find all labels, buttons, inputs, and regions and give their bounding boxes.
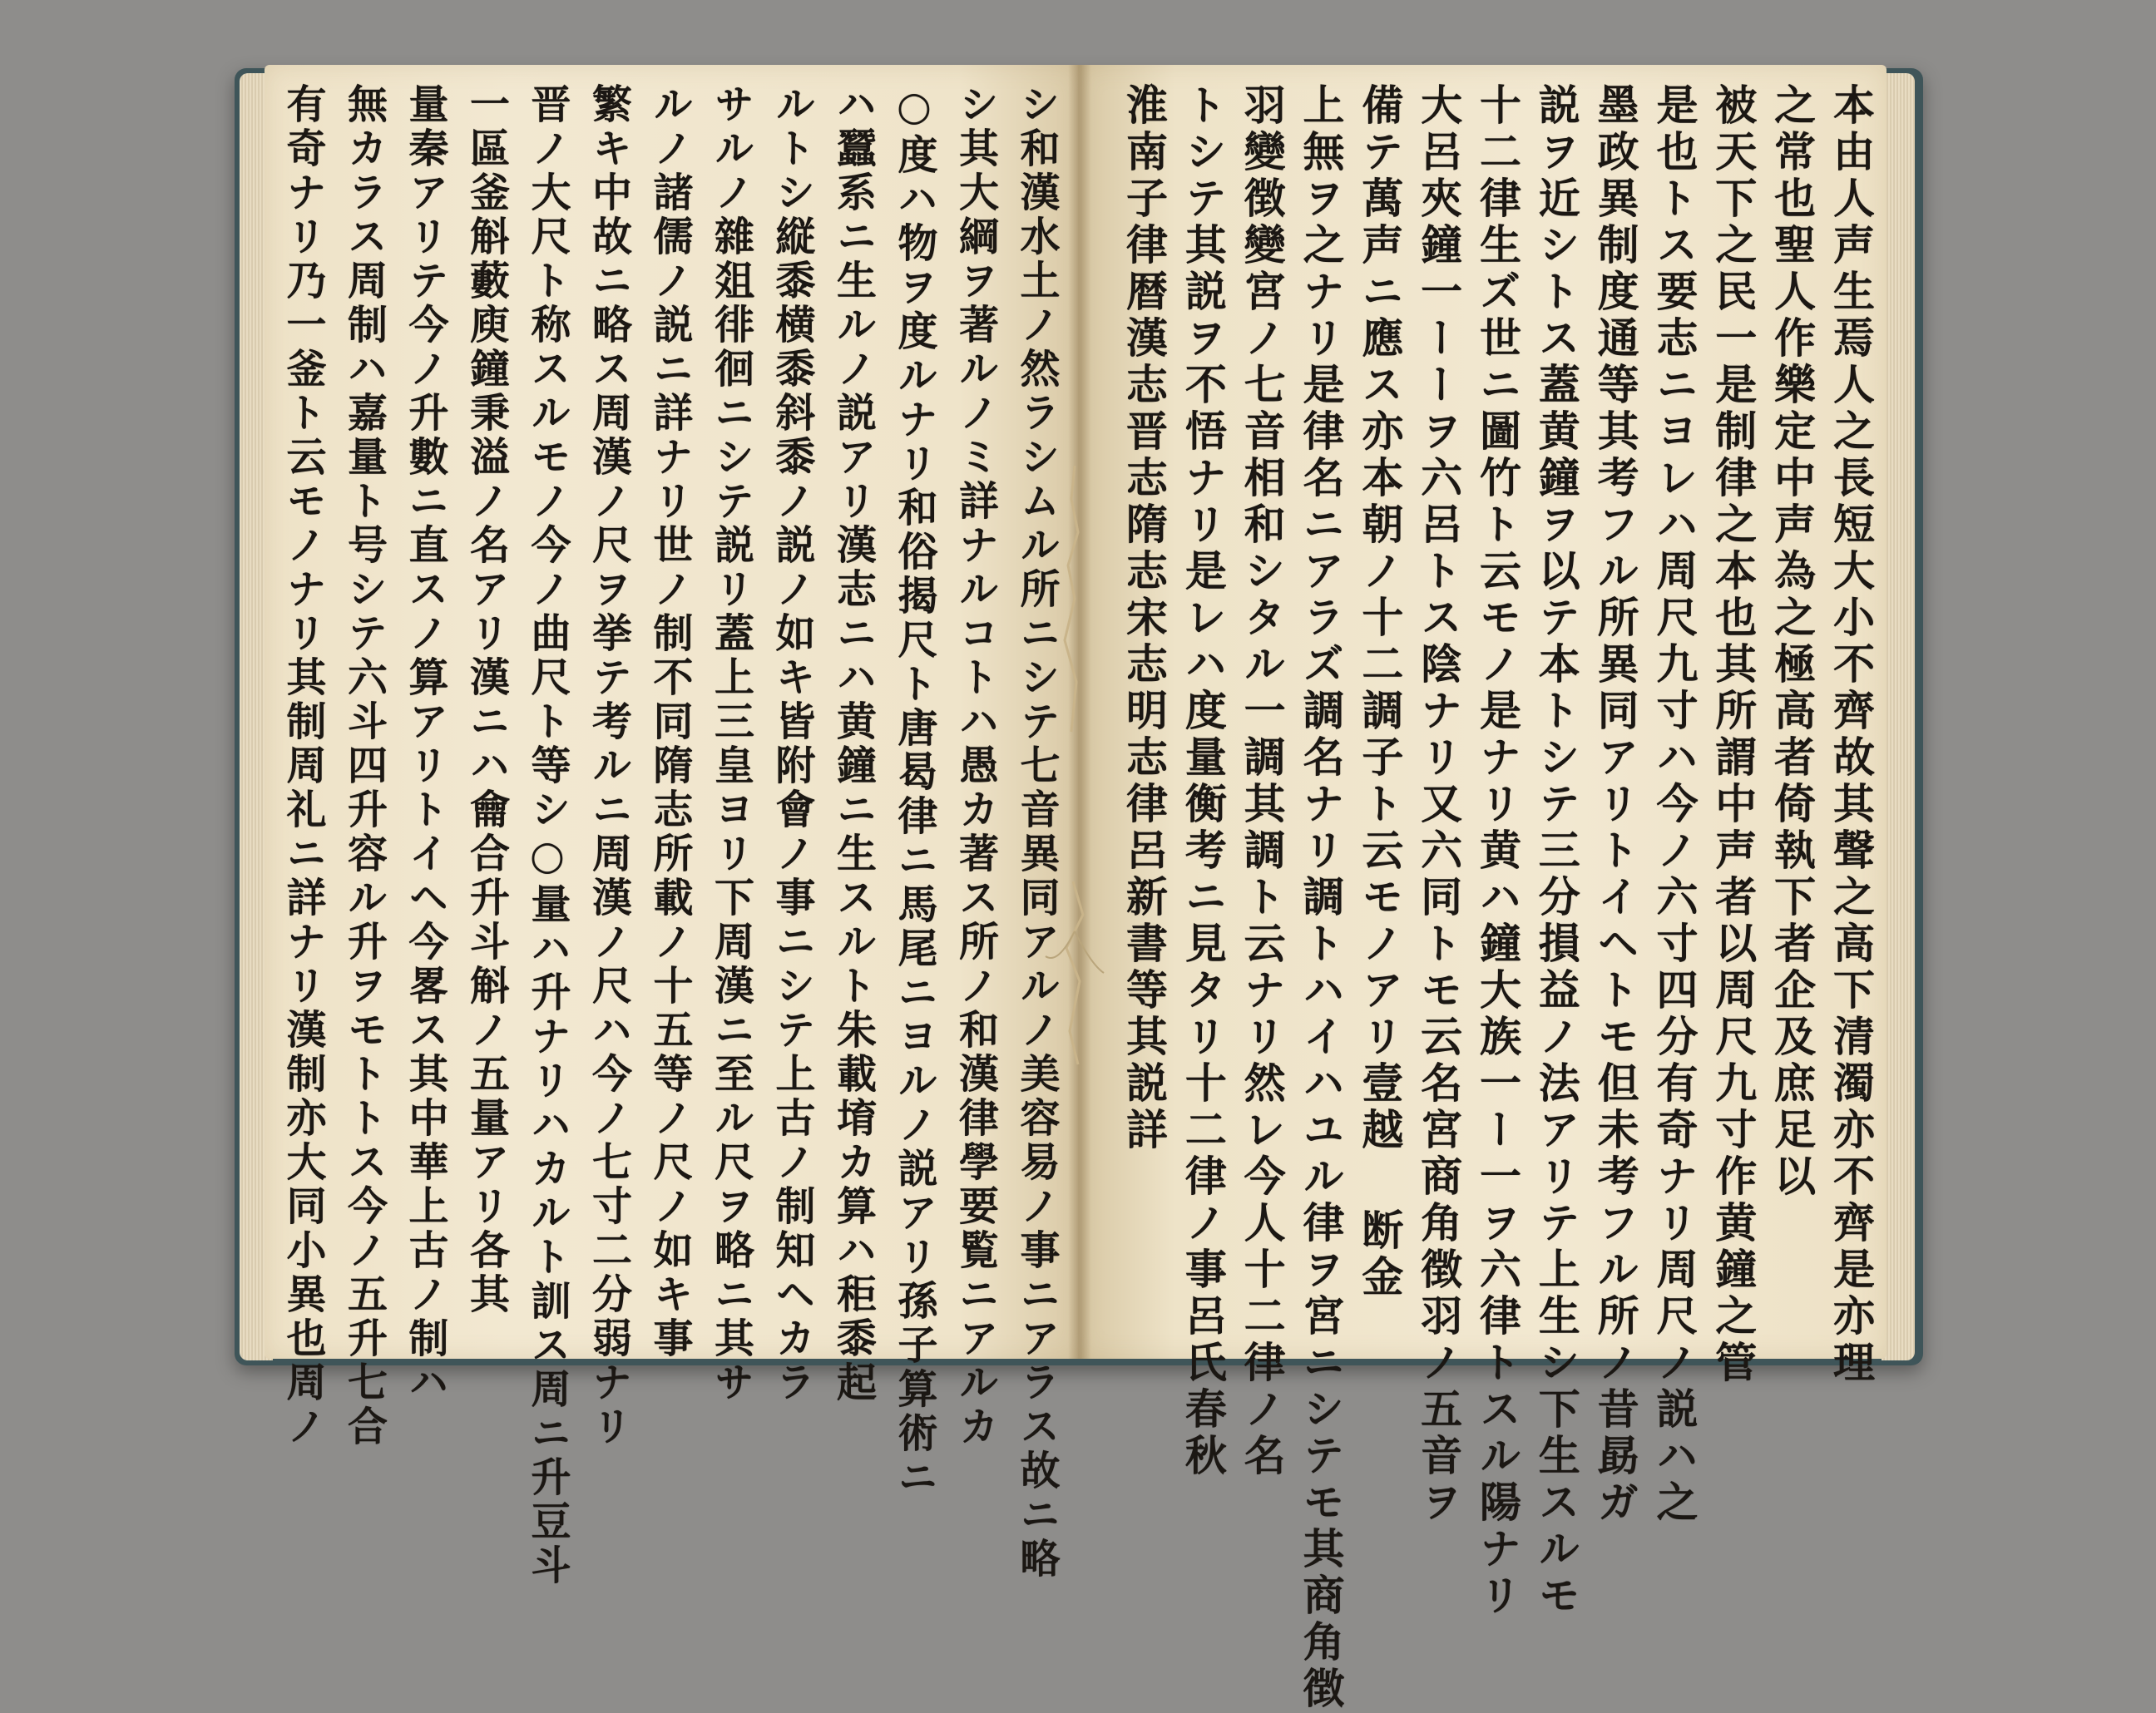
text-column: シ和漢水土ノ然ラシムル所ニシテ七音異同アルノ美容易ノ事ニアラス故ニ略 (1013, 83, 1060, 1582)
text-column: 有奇ナリ乃一釜ト云モノナリ其制周礼ニ詳ナリ漢制亦大同小異也周ノ (279, 83, 326, 1449)
text-column: 墨政異制度通等其考フル所異同アリトイヘトモ但未考フル所ノ昔勗ガ (1590, 83, 1640, 1527)
text-column: 繁キ中故ニ略ス周漢ノ尺ヲ挙テ考ルニ周漢ノ尺ハ今ノ七寸二分弱ナリ (585, 83, 632, 1449)
text-column: 本由人声生焉人之長短大小不齊故其聲之高下清濁亦不齊是亦理 (1826, 83, 1876, 1387)
text-column: 上無ヲ之ナリ是律名ニアラズ調名ナリ調トハイハユル律ヲ宮ニシテモ其商角徴 (1296, 83, 1346, 1713)
text-column: 量秦アリテ今ノ升數ニ直スノ算アリトイヘ今畧ス其中華上古ノ制ハ (402, 83, 448, 1405)
text-column: ○度ハ物ヲ度ルナリ和俗揭尺ト唐曷律ニ馬尾ニヨルノ説アリ孫子算術ニ (891, 83, 937, 1500)
text-column: 説ヲ近シトス蓋黄鐘ヲ以テ本トシテ三分損益ノ法アリテ上生シ下生スルモ (1531, 83, 1581, 1620)
text-column: 無カラス周制ハ嘉量ト号シテ六斗四升容ル升ヲモトトス今ノ五升七合 (340, 83, 388, 1449)
left-page-text (279, 83, 1060, 1588)
text-column: サルノ雜爼徘徊ニシテ説リ蓋上三皇ヨリ下周漢ニ至ル尺ヲ略ニ其サ (707, 83, 754, 1405)
text-column: ルノ諸儒ノ説ニ詳ナリ世ノ制不同隋志所載ノ十五等ノ尺ノ如キ事 (646, 83, 693, 1361)
text-column: 大呂夾鐘一ーーヲ六呂トス陰ナリ又六同トモ云名宮商角徴羽ノ五音ヲ (1414, 83, 1464, 1527)
text-column: 晋ノ大尺ト称スルモノ今ノ曲尺ト等シ○量ハ升ナリハカルト訓ス周ニ升豆斗 (524, 83, 571, 1588)
text-column: 淮南子律暦漢志晋志隋志宋志明志律呂新書等其説詳 (1120, 83, 1169, 1154)
right-page-text (1120, 83, 1876, 1713)
text-column: ルトシ縦黍横黍斜黍ノ説ノ如キ皆附會ノ事ニシテ上古ノ制知ヘカラ (769, 83, 815, 1405)
text-column: 一區釜斛藪庾鐘秉溢ノ名アリ漢ニハ龠合升斗斛ノ五量アリ各其 (462, 83, 510, 1317)
text-column: 羽變徴變宮ノ七音相和シタル一調其調ト云ナリ然レ今人十二律ノ名 (1237, 83, 1287, 1480)
text-column: 之常也聖人作樂定中声為之極高者倚執下者企及庶足以 (1768, 83, 1817, 1201)
text-column: 是也トス要志ニヨレハ周尺九寸ハ今ノ六寸四分有奇ナリ周尺ノ説ハ之 (1649, 83, 1699, 1527)
text-column: ハ蠶系ニ生ルノ説アリ漢志ニハ黄鐘ニ生スルト朱載堉カ算ハ秬黍起 (829, 83, 877, 1405)
text-column: 十二律生ズ世ニ圖竹ト云モノ是ナリ黄ハ鐘大族一ー一ヲ六律トスル陽ナリ (1472, 83, 1522, 1620)
text-column: トシテ其説ヲ不悟ナリ是レハ度量衡考ニ見タリ十二律ノ事呂氏春秋 (1178, 83, 1228, 1480)
text-column: 被天下之民一是制律之本也其所謂中声者以周尺九寸作黄鐘之管 (1708, 83, 1758, 1387)
text-column: シ其大綱ヲ著ルノミ詳ナルコトハ愚カ著ス所ノ和漢律學要覧ニアルカ (952, 83, 999, 1449)
right-page-edges (1882, 73, 1915, 1360)
text-column: 備テ萬声ニ應ス亦本朝ノ十二調子ト云モノアリ壹越 断金 (1355, 83, 1405, 1301)
